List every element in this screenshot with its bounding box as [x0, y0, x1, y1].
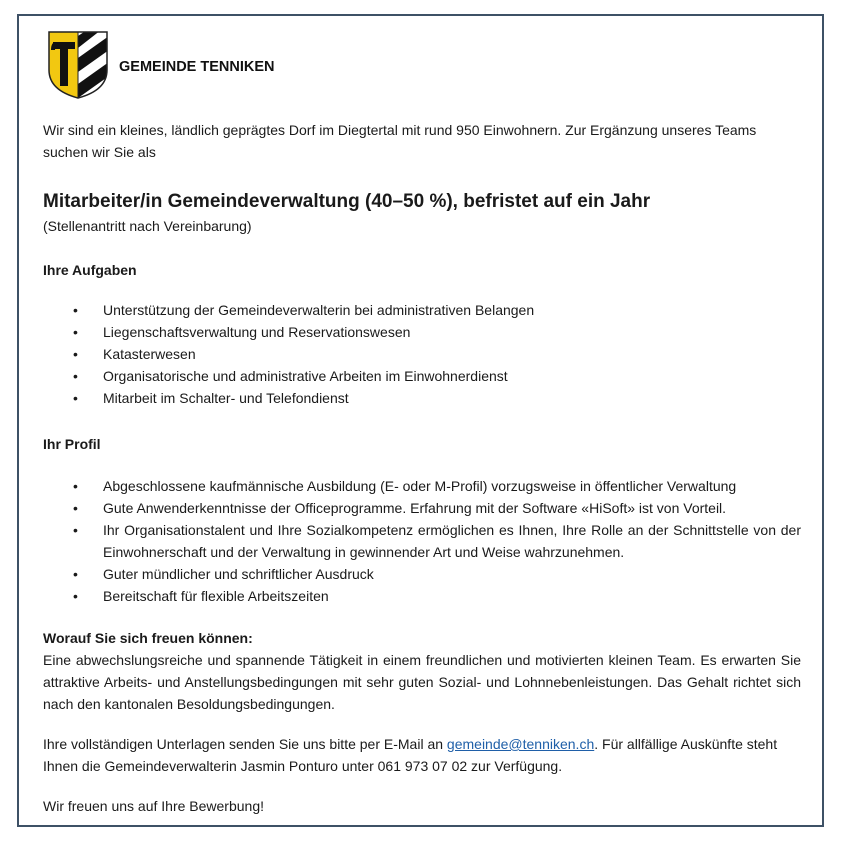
list-item: • Bereitschaft für flexible Arbeitszeiten — [43, 585, 801, 607]
list-item: • Abgeschlossene kaufmännische Ausbildung (E- oder M-Profil) vorzugsweise in öffentlicher Verwaltung — [43, 475, 801, 497]
organization-name: GEMEINDE TENNIKEN — [119, 59, 275, 75]
list-item: • Organisatorische und administrative Arbeiten im Einwohnerdienst — [43, 365, 801, 387]
list-item: • Liegenschaftsverwaltung und Reservationswesen — [43, 321, 801, 343]
municipal-crest-icon — [47, 30, 109, 100]
benefits-heading: Worauf Sie sich freuen können: — [43, 630, 253, 646]
profile-list — [43, 475, 801, 607]
tasks-heading: Ihre Aufgaben — [43, 262, 137, 278]
list-item: • Guter mündlicher und schriftlicher Ausdruck — [43, 563, 801, 585]
contact-text-after: . Für allfällige Auskünfte steht Ihnen die Gemeindeverwalterin Jasmin Ponturo unter 061 973 07 02 zur Verfügung. — [43, 736, 778, 774]
list-item: • Ihr Organisationstalent und Ihre Sozialkompetenz ermöglichen es Ihnen, Ihre Rolle an der Schnittstelle von der Einwohnerschaft und der Verwaltung in gewinnender Art und Weise wahrzunehmen. — [43, 519, 801, 563]
closing-text: Wir freuen uns auf Ihre Bewerbung! — [43, 798, 265, 814]
list-item: • Katasterwesen — [43, 343, 801, 365]
list-item: • Mitarbeit im Schalter- und Telefondienst — [43, 387, 801, 409]
job-start-note: (Stellenantritt nach Vereinbarung) — [43, 218, 252, 234]
contact-text-before: Ihre vollständigen Unterlagen senden Sie uns bitte per E-Mail an — [43, 736, 447, 752]
contact-paragraph — [43, 733, 801, 777]
list-item: • Unterstützung der Gemeindeverwalterin bei administrativen Belangen — [43, 299, 801, 321]
benefits-text: Eine abwechslungsreiche und spannende Tätigkeit in einem freundlichen und motivierten kleinen Team. Es erwarten Sie attraktive Arbeits- und Anstellungsbedingungen mit sehr guten Sozial- und Lohnnebenleistungen. Das Gehalt richtet sich nach den kantonalen Besoldungsbedingungen. — [43, 652, 801, 712]
job-title: Mitarbeiter/in Gemeindeverwaltung (40–50 %), befristet auf ein Jahr — [43, 191, 651, 212]
email-link[interactable]: gemeinde@tenniken.ch — [446, 736, 595, 752]
intro-text: Wir sind ein kleines, ländlich geprägtes Dorf im Diegtertal mit rund 950 Einwohnern. Zur Ergänzung unseres Teams suchen wir Sie als — [43, 122, 757, 160]
profile-heading: Ihr Profil — [43, 436, 101, 452]
list-item: • Gute Anwenderkenntnisse der Officeprogramme. Erfahrung mit der Software «HiSoft» ist von Vorteil. — [43, 497, 801, 519]
tasks-list — [43, 299, 801, 409]
